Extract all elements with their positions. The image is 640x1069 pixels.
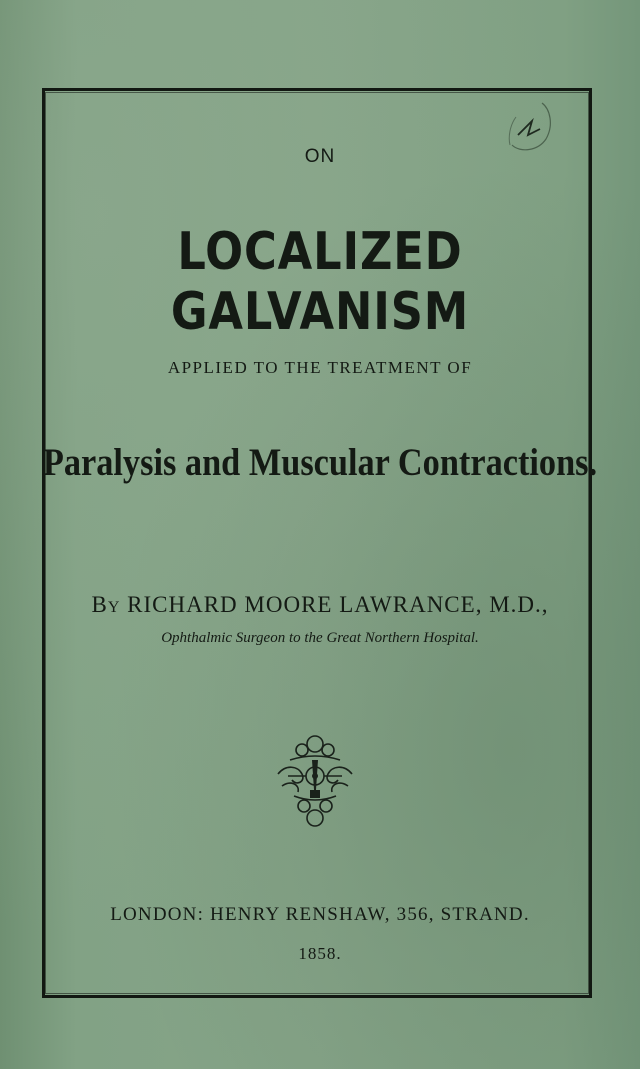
- printers-ornament-icon: [268, 730, 362, 830]
- author-position: Ophthalmic Surgeon to the Great Northern Hospital.: [161, 630, 479, 646]
- title-applied-line: APPLIED TO THE TREATMENT OF: [167, 358, 473, 377]
- author-name: RICHARD MOORE LAWRANCE, M.D.,: [127, 592, 549, 617]
- book-subject: Paralysis and Muscular Contractions.: [42, 441, 598, 484]
- title-preposition: ON: [304, 146, 336, 167]
- author-prefix: By: [91, 592, 121, 617]
- book-title: LOCALIZED GALVANISM: [170, 222, 470, 342]
- publisher-imprint: LONDON: HENRY RENSHAW, 356, STRAND.: [110, 904, 530, 925]
- author-line: [0, 592, 640, 618]
- publication-year: 1858.: [298, 944, 342, 963]
